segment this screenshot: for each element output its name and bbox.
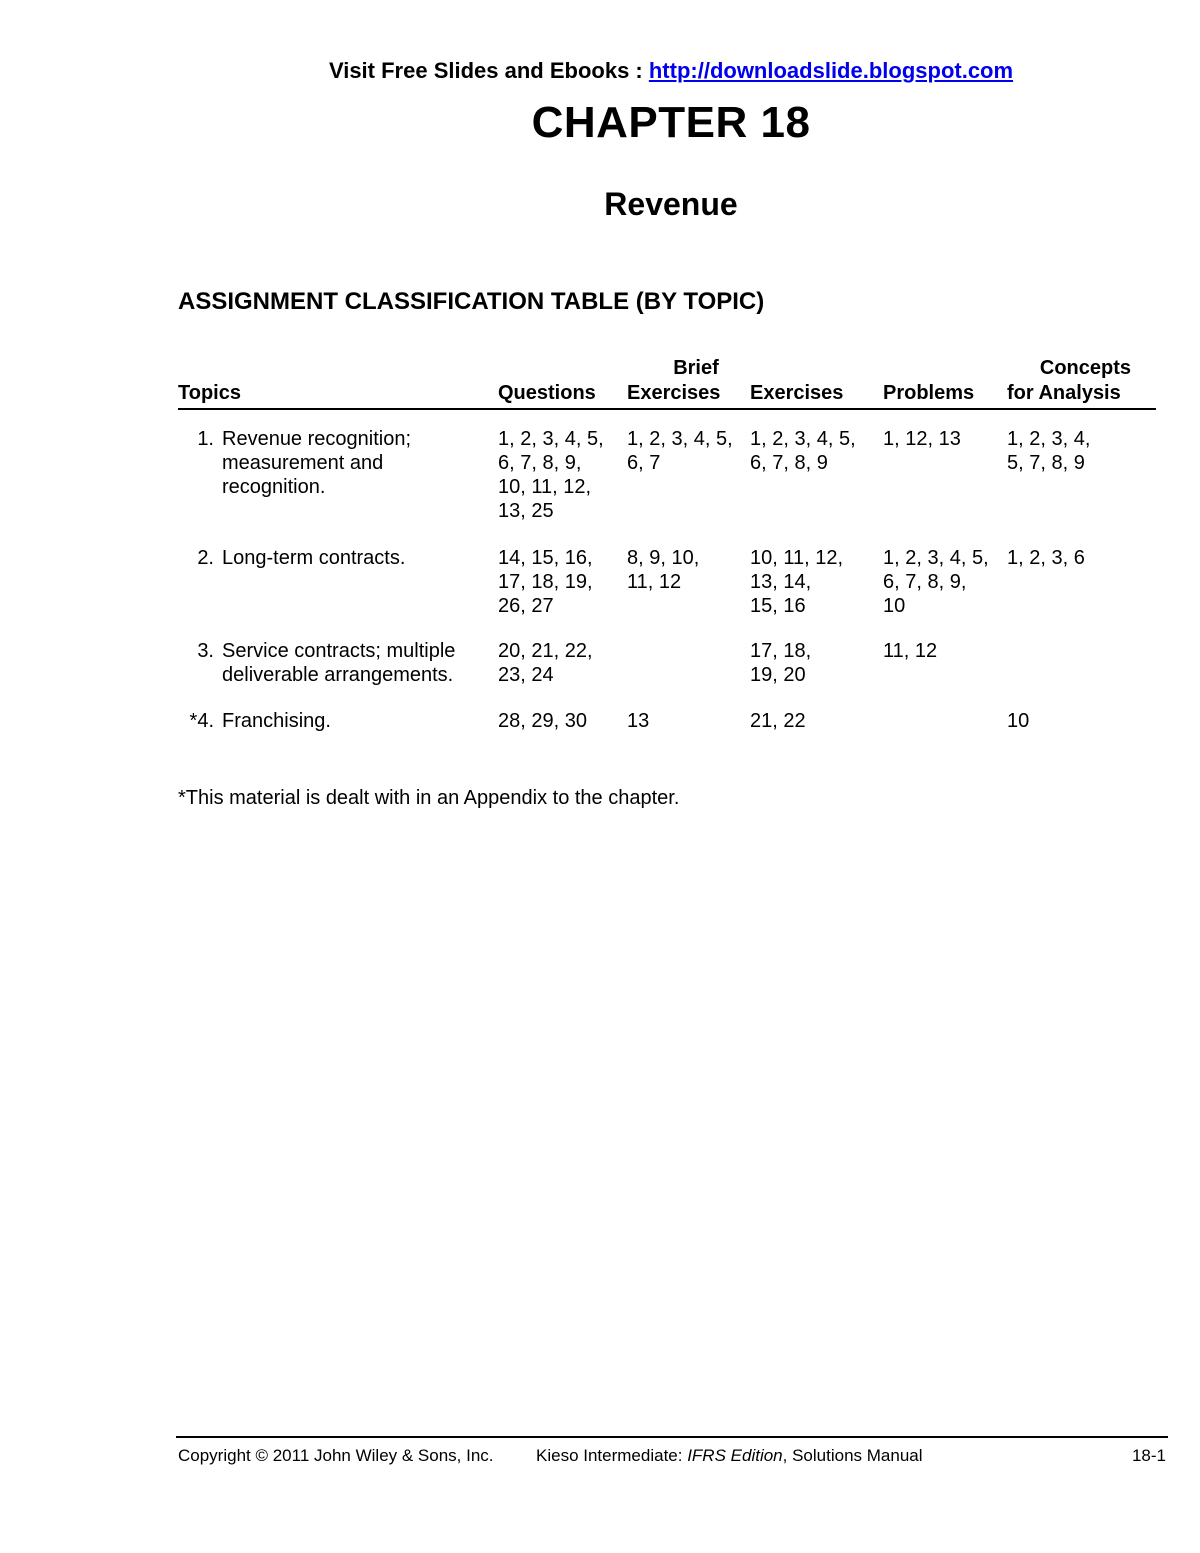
header-exercises: Exercises (750, 382, 844, 404)
row-concepts: 1, 2, 3, 4, 5, 7, 8, 9 (1007, 428, 1091, 474)
row-brief-exercises: 8, 9, 10, 11, 12 (627, 547, 700, 593)
table-row (178, 546, 1156, 618)
row-questions: 28, 29, 30 (498, 710, 587, 732)
banner-link[interactable]: http://downloadslide.blogspot.com (648, 58, 1014, 83)
row-number: 2. (197, 547, 214, 569)
row-number: 1. (197, 428, 214, 450)
download-banner (0, 58, 1200, 84)
footer-book-prefix: Kieso Intermediate: (536, 1446, 688, 1465)
header-concepts: Concepts for Analysis (1007, 357, 1131, 404)
row-questions: 1, 2, 3, 4, 5, 6, 7, 8, 9, 10, 11, 12, 13, 25 (498, 428, 604, 522)
header-brief-exercises: Brief Exercises (627, 357, 721, 404)
footer-copyright: Copyright © 2011 John Wiley & Sons, Inc. (178, 1446, 494, 1465)
row-exercises: 17, 18, 19, 20 (750, 640, 812, 686)
row-problems: 11, 12 (883, 640, 938, 662)
chapter-subtitle: Revenue (604, 186, 738, 222)
row-topic: Service contracts; multiple deliverable arrangements. (222, 640, 456, 686)
row-concepts: 1, 2, 3, 6 (1007, 547, 1085, 569)
header-problems: Problems (883, 382, 975, 404)
footnote: *This material is dealt with in an Appendix to the chapter. (178, 787, 680, 809)
footer-page-number: 18-1 (1131, 1446, 1166, 1465)
footer-book-suffix: , Solutions Manual (782, 1446, 923, 1465)
row-problems: 1, 2, 3, 4, 5, 6, 7, 8, 9, 10 (883, 547, 989, 617)
banner-prefix: Visit Free Slides and Ebooks : (328, 58, 649, 83)
row-topic: Franchising. (222, 710, 331, 732)
row-questions: 14, 15, 16, 17, 18, 19, 26, 27 (498, 547, 593, 617)
row-problems: 1, 12, 13 (883, 428, 961, 450)
row-exercises: 10, 11, 12, 13, 14, 15, 16 (750, 547, 844, 617)
row-questions: 20, 21, 22, 23, 24 (498, 640, 593, 686)
row-concepts: 10 (1007, 710, 1030, 732)
row-number: *4. (189, 710, 214, 732)
row-brief-exercises: 1, 2, 3, 4, 5, 6, 7 (627, 428, 733, 474)
row-exercises: 21, 22 (750, 710, 806, 732)
table-row (178, 427, 1156, 523)
chapter-title: CHAPTER 18 (531, 98, 811, 147)
table-row (178, 709, 1156, 733)
footer-book-title (536, 1446, 923, 1466)
header-topics: Topics (178, 382, 241, 404)
row-brief-exercises: 13 (627, 710, 650, 732)
row-topic: Revenue recognition; measurement and recognition. (222, 428, 412, 498)
row-exercises: 1, 2, 3, 4, 5, 6, 7, 8, 9 (750, 428, 856, 474)
table-header (178, 356, 1156, 410)
section-heading: ASSIGNMENT CLASSIFICATION TABLE (BY TOPIC) (178, 288, 765, 315)
header-questions: Questions (498, 382, 596, 404)
table-row (178, 639, 1156, 687)
row-topic: Long-term contracts. (222, 547, 406, 569)
footer-book-edition: IFRS Edition (687, 1446, 783, 1465)
row-number: 3. (197, 640, 214, 662)
page-footer (176, 1436, 1168, 1465)
